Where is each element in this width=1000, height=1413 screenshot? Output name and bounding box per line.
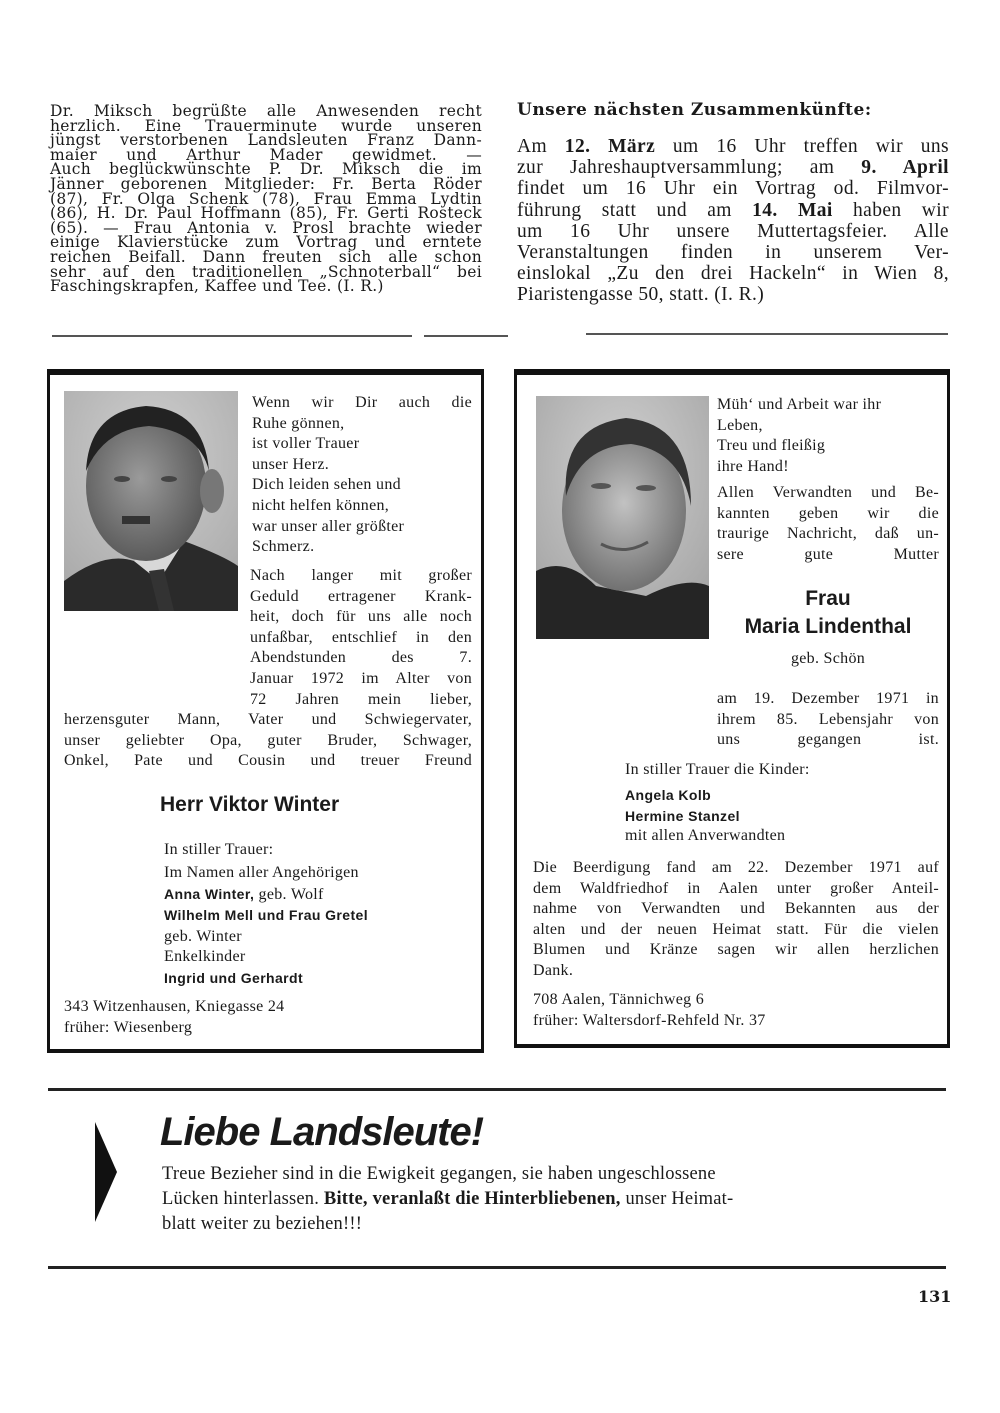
funeral-notice: [533, 858, 939, 982]
deceased-name-winter: Herr Viktor Winter: [160, 793, 340, 816]
upcoming-meetings-heading: Unsere nächsten Zusammenkünfte:: [517, 100, 872, 120]
relatives-lindenthal: mit allen Anverwandten: [625, 827, 786, 844]
text-line: um 16 Uhr unsere Muttertagsfeier. Alle: [517, 220, 949, 242]
deceased-name-lindenthal: Maria Lindenthal: [744, 615, 912, 638]
text-line: dem Waldfriedhof in Aalen unter großer Anteil-: [533, 879, 939, 897]
section-divider: [424, 335, 508, 337]
text-line: Die Beerdigung fand am 22. Dezember 1971 auf: [533, 859, 939, 876]
text-line: zur Jahreshauptversammlung; am 9. April: [517, 157, 949, 179]
appeal-line-2-bold: Bitte, veranlaßt die Hinterbliebenen,: [323, 1189, 621, 1209]
obituary-viktor-winter: [47, 369, 484, 1053]
text-line: Januar 1972 im Alter von: [250, 669, 472, 687]
appeal-line-2-plain: Lücken hinterlassen.: [162, 1189, 324, 1209]
text-line: 72 Jahren mein lieber,: [250, 690, 472, 708]
verse-line: ist voller Trauer: [252, 435, 360, 453]
verse-line: Wenn wir Dir auch die: [252, 394, 472, 411]
verse-line: ihre Hand!: [717, 457, 789, 475]
text-line: Abendstunden des 7.: [250, 649, 472, 667]
text-line: (87), Fr. Olga Schenk (78), Frau Emma Lydtin: [50, 189, 482, 208]
text-line: Piaristengasse 50, statt. (I. R.): [517, 284, 765, 306]
text-line: heit, doch für uns alle noch: [250, 608, 472, 626]
verse-winter: [252, 393, 472, 558]
mourner-line: Enkelkinder: [164, 948, 246, 966]
text-line: Nach langer mit großer: [250, 567, 472, 584]
text-line: Dr. Miksch begrüßte alle Anwesenden recht: [50, 102, 482, 120]
verse-line: nicht helfen können,: [252, 496, 390, 514]
text-line: Faschingskrapfen, Kaffee und Tee. (I. R.): [50, 277, 384, 296]
portrait-photo-woman-image: [536, 396, 709, 639]
mourner-line: Ingrid und Gerhardt: [164, 969, 304, 986]
text-line: maier und Arthur Mader gewidmet. —: [50, 145, 482, 164]
text-line: Dank.: [533, 961, 574, 979]
former-address-lindenthal: früher: Waltersdorf-Rehfeld Nr. 37: [533, 1012, 766, 1029]
appeal-text: [162, 1162, 907, 1237]
text-line: herzlich. Eine Trauerminute wurde unseren: [50, 116, 482, 135]
verse-line: Müh‘ und Arbeit war ihr: [717, 396, 882, 413]
mourning-label-winter: In stiller Trauer:: [164, 841, 274, 858]
child-name: Hermine Stanzel: [625, 808, 740, 824]
verse-line: unser Herz.: [252, 455, 330, 473]
appeal-top-rule: [48, 1088, 946, 1091]
upcoming-meetings-text: [517, 136, 949, 306]
text-line: Jänner geborenen Mitglieder: Fr. Berta Röder: [50, 174, 482, 193]
text-line: sehr auf den traditionellen „Schnoterball“ bei: [50, 262, 482, 281]
verse-line: Treu und fleißig: [717, 437, 826, 455]
verse-line: Dich leiden sehen und: [252, 476, 401, 494]
obituary-maria-lindenthal: [514, 369, 950, 1048]
text-line: unser geliebter Opa, guter Bruder, Schwager,: [64, 731, 472, 749]
text-line: traurige Nachricht, daß un-: [717, 525, 939, 543]
appeal-line-2-rest: unser Heimat-: [620, 1189, 734, 1209]
text-line: reichen Beifall. Dann freuten sich alle schon: [50, 247, 482, 266]
portrait-photo-man: [64, 391, 238, 611]
maiden-name-lindenthal: geb. Schön: [790, 650, 866, 667]
text-line: (65). — Frau Antonia v. Prosl brachte wieder: [50, 218, 482, 237]
text-line: jüngst verstorbenen Landsleuten Franz Dann-: [50, 131, 482, 150]
former-address-winter: früher: Wiesenberg: [64, 1019, 193, 1036]
appeal-line-2: [162, 1187, 907, 1212]
arrow-marker-icon: [95, 1122, 117, 1222]
verse-line: Leben,: [717, 416, 763, 434]
text-line: uns gegangen ist.: [717, 731, 939, 749]
verse-lindenthal: [717, 395, 939, 477]
appeal-bottom-rule: [48, 1266, 946, 1269]
mourners-winter: [164, 863, 368, 990]
text-line: alten und der neuen Heimat statt. Für die vielen: [533, 920, 939, 938]
text-line: nahme von Verwandten und Bekannten aus der: [533, 900, 939, 918]
appeal-line-3: blatt weiter zu beziehen!!!: [162, 1214, 363, 1234]
appeal-line-1: Treue Bezieher sind in die Ewigkeit gegangen, sie haben ungeschlossene: [162, 1164, 716, 1184]
text-line: Onkel, Pate und Cousin und treuer Freund: [64, 752, 472, 770]
child-name: Angela Kolb: [625, 787, 712, 803]
title-frau: Frau: [805, 587, 851, 610]
mourner-line: Wilhelm Mell und Frau Gretel: [164, 907, 368, 924]
death-notice-winter: [250, 566, 472, 710]
text-line: findet um 16 Uhr ein Vortrag od. Filmvor-: [517, 178, 949, 200]
mourning-label-lindenthal: In stiller Trauer die Kinder:: [625, 761, 810, 778]
intro-lindenthal: [717, 483, 939, 565]
text-line: einige Klavierstücke zum Vortrag und erntete: [50, 233, 482, 252]
address-winter: 343 Witzenhausen, Kniegasse 24: [64, 998, 285, 1015]
text-line: Allen Verwandten und Be-: [717, 484, 939, 501]
text-line: Blumen und Kränze sagen wir allen herzlichen: [533, 941, 939, 959]
portrait-photo-man-image: [64, 391, 238, 611]
text-line: kannten geben wir die: [717, 504, 939, 522]
section-divider: [586, 333, 948, 335]
mourner-line: Im Namen aller Angehörigen: [164, 864, 359, 881]
text-line: Auch beglückwünschte P. Dr. Miksch die im: [50, 160, 482, 179]
death-date-lindenthal: [717, 689, 939, 751]
text-line: führung statt und am 14. Mai haben wir: [517, 199, 949, 221]
text-line: sere gute Mutter: [717, 545, 939, 563]
mourner-line: geb. Winter: [164, 927, 242, 945]
portrait-photo-woman: [536, 396, 709, 639]
text-line: unfaßbar, entschlief in den: [250, 628, 472, 646]
text-line: Am 12. März um 16 Uhr treffen wir uns: [517, 136, 949, 157]
text-line: am 19. Dezember 1971 in: [717, 690, 939, 707]
section-divider: [52, 335, 412, 337]
mourner-line: Anna Winter, geb. Wolf: [164, 885, 324, 903]
text-line: einslokal „Zu den drei Hackeln“ in Wien 8,: [517, 263, 949, 285]
text-line: Geduld ertragener Krank-: [250, 587, 472, 605]
meeting-report: [50, 104, 482, 294]
text-line: herzensguter Mann, Vater und Schwiegervater,: [64, 711, 472, 728]
verse-line: Schmerz.: [252, 538, 315, 556]
appeal-heading: Liebe Landsleute!: [160, 1110, 484, 1154]
death-notice-winter-cont: [64, 710, 472, 772]
text-line: ihrem 85. Lebensjahr von: [717, 710, 939, 728]
page-number: 131: [918, 1287, 952, 1306]
verse-line: war unser aller größter: [252, 517, 405, 535]
text-line: (86), H. Dr. Paul Hoffmann (85), Fr. Gerti Rosteck: [50, 204, 482, 223]
address-lindenthal: 708 Aalen, Tännichweg 6: [533, 991, 705, 1008]
text-line: Veranstaltungen finden in unserem Ver-: [517, 242, 949, 264]
verse-line: Ruhe gönnen,: [252, 414, 345, 432]
